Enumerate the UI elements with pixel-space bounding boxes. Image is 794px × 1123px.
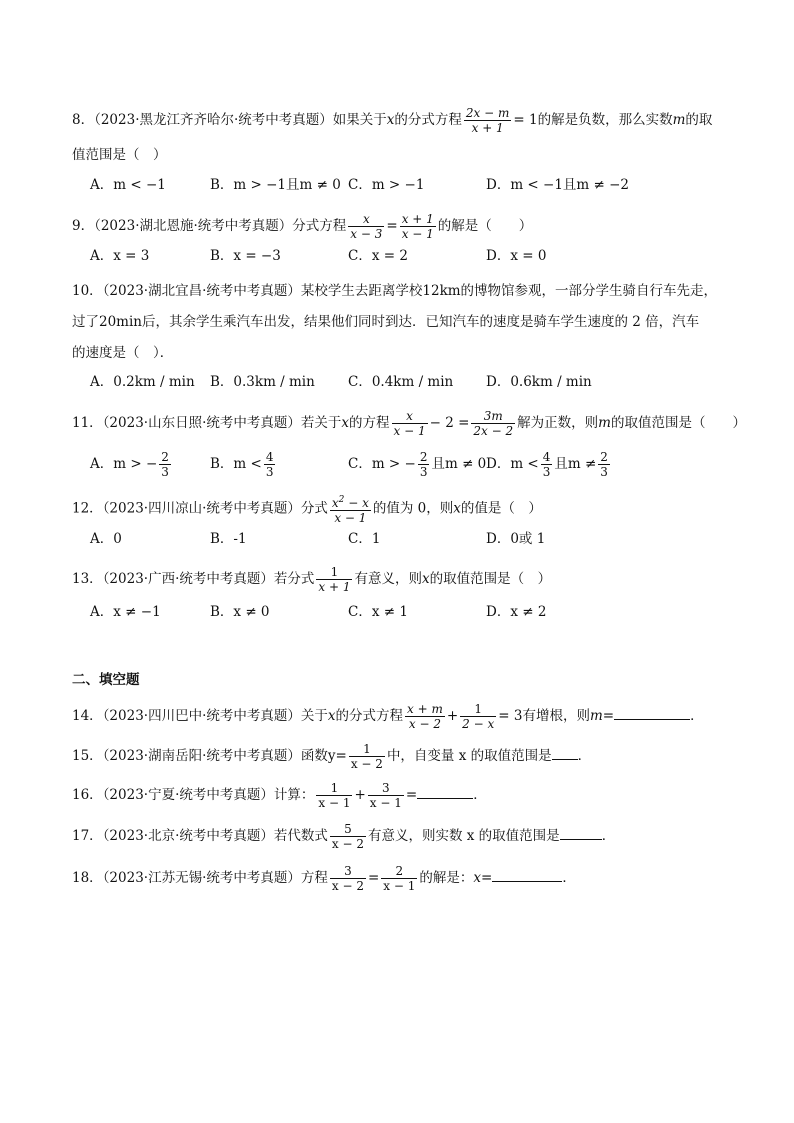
- option-c: C．0.4km / min: [348, 374, 454, 390]
- question-number: 15．: [72, 748, 103, 764]
- question-number: 18．: [72, 870, 103, 886]
- fraction-denominator: x − 2: [331, 837, 364, 851]
- option-text: C．m > −: [348, 456, 416, 472]
- question-text: 的取值范围是（ ）: [429, 571, 552, 587]
- fraction: [405, 702, 445, 731]
- question-text: 的分式方程: [335, 708, 404, 724]
- fraction: [349, 742, 385, 771]
- fraction-numerator: 5: [330, 822, 366, 837]
- fraction-denominator: x − 1: [318, 796, 351, 810]
- fraction-denominator: x − 1: [369, 796, 402, 810]
- question-source: （2023·四川巴中·统考中考真题）: [102, 708, 301, 724]
- question-text: =: [602, 708, 615, 724]
- question-text: =: [405, 787, 418, 803]
- fraction-numerator: 3: [368, 781, 404, 796]
- question-10-line-2: 过了20min后，其余学生乘汽车出发，结果他们同时到达．已知汽车的速度是骑车学生速度的 2 倍，汽车: [72, 314, 700, 330]
- question-text: 计算：: [273, 787, 315, 803]
- fraction: [400, 212, 436, 241]
- question-number: 10．: [72, 283, 103, 299]
- math-term: x: [331, 496, 339, 510]
- fraction-denominator: x + 1: [471, 121, 504, 135]
- question-text: 解为正数，则: [517, 415, 599, 431]
- answer-blank[interactable]: [614, 705, 690, 720]
- question-text: ．: [577, 748, 592, 764]
- fraction: [368, 781, 404, 810]
- variable: x: [327, 708, 336, 724]
- question-text: 若代数式: [273, 828, 328, 844]
- fraction-numerator: x + 1: [401, 212, 434, 226]
- fraction-denominator: x − 2: [408, 717, 441, 731]
- option-d: [486, 450, 612, 479]
- fraction-denominator: x − 1: [334, 511, 367, 525]
- question-text: 的取: [685, 112, 713, 128]
- question-source: （2023·四川凉山·统考中考真题）: [102, 500, 301, 517]
- question-source: （2023·广西·统考中考真题）: [102, 571, 274, 587]
- math-term: − x: [344, 496, 369, 510]
- option-text: 且m ≠: [554, 456, 597, 472]
- fraction: [598, 450, 610, 479]
- fraction: [316, 565, 352, 594]
- option-b: B．x = −3: [210, 248, 281, 264]
- option-text: B．m <: [210, 456, 262, 472]
- equals-sign: =: [367, 870, 380, 886]
- option-b: [210, 450, 277, 479]
- math-operator: +: [354, 787, 366, 803]
- fraction: [264, 450, 276, 479]
- question-number: 8．: [72, 112, 95, 128]
- question-number: 13．: [72, 571, 103, 587]
- fraction: [541, 450, 553, 479]
- question-source: （2023·湖北宜昌·统考中考真题）: [102, 283, 301, 299]
- fraction-denominator: 3: [600, 465, 608, 479]
- question-text: 的值是（ ）: [460, 500, 542, 517]
- question-17-line-1: [72, 822, 615, 851]
- question-source: （2023·山东日照·统考中考真题）: [102, 415, 301, 431]
- question-16-line-1: [72, 781, 487, 810]
- fraction-denominator: x − 2: [331, 879, 364, 893]
- question-10-line-1: [72, 281, 717, 301]
- question-text: 的值为 0，则: [372, 500, 454, 517]
- option-text: 且m ≠ 0: [431, 456, 487, 472]
- option-a: [90, 450, 173, 479]
- fraction-numerator: x: [392, 409, 428, 424]
- math-operator: +: [446, 708, 459, 724]
- fraction: [381, 864, 417, 893]
- fraction-numerator: 2: [381, 864, 417, 879]
- fraction: [460, 702, 496, 731]
- question-source: （2023·宁夏·统考中考真题）: [102, 787, 274, 803]
- question-9-line-1: [72, 212, 532, 241]
- fraction-numerator: x: [348, 212, 384, 227]
- question-18-line-1: [72, 864, 576, 893]
- fraction-numerator: 1: [316, 565, 352, 580]
- fraction-numerator: 4: [265, 450, 274, 464]
- option-text: D．m <: [486, 456, 539, 472]
- question-source: （2023·湖南岳阳·统考中考真题）: [102, 748, 301, 764]
- question-number: 16．: [72, 787, 103, 803]
- fraction-denominator: x + 1: [318, 580, 351, 594]
- equals-sign: =: [386, 218, 398, 234]
- question-13-line-1: [72, 565, 551, 594]
- fraction-denominator: x − 1: [383, 879, 416, 893]
- question-source: （2023·黑龙江齐齐哈尔·统考中考真题）: [94, 112, 333, 128]
- question-14-line-1: [72, 702, 704, 731]
- option-c: C．x ≠ 1: [348, 604, 408, 620]
- question-text: 有意义，则实数 x 的取值范围是: [367, 828, 560, 844]
- fraction-denominator: x − 1: [401, 227, 434, 241]
- option-d: D．m < −1且m ≠ −2: [486, 177, 630, 193]
- question-text: 关于: [300, 708, 328, 724]
- option-b: B．x ≠ 0: [210, 604, 270, 620]
- variable: x: [386, 112, 395, 128]
- exponent: 2: [338, 495, 345, 505]
- question-text: 的解是（ ）: [437, 218, 533, 234]
- question-text: 若分式: [273, 571, 315, 587]
- section-title: 二、填空题: [72, 672, 140, 688]
- question-text: 值范围是（ ）: [72, 147, 167, 163]
- variable: x: [421, 571, 430, 587]
- fraction-denominator: 3: [419, 465, 428, 479]
- fraction-numerator: 1: [460, 702, 496, 717]
- question-text: = 1的解是负数，那么实数: [513, 112, 673, 128]
- fraction-denominator: 2 − x: [462, 717, 495, 731]
- option-c: C．x = 2: [348, 248, 408, 264]
- question-text: 函数y=: [300, 748, 347, 764]
- fraction: [348, 212, 384, 241]
- question-8-line-1: [72, 106, 712, 135]
- fraction-numerator: 2: [161, 450, 169, 464]
- question-10-line-3: 的速度是（ ）．: [72, 345, 174, 361]
- option-b: B．-1: [210, 531, 247, 547]
- option-d: D．0.6km / min: [486, 374, 592, 390]
- question-text: ．: [562, 870, 576, 886]
- question-text: ．: [473, 787, 487, 803]
- question-text: 某校学生去距离学校12km的博物馆参观，一部分学生骑自行车先走，: [300, 283, 718, 299]
- variable: x: [453, 500, 461, 517]
- question-text: 有意义，则: [354, 571, 422, 587]
- question-text: = 3有增根，则: [498, 708, 590, 724]
- variable: m: [598, 415, 611, 431]
- fraction: [330, 822, 366, 851]
- option-d: D．0或 1: [486, 531, 546, 547]
- fraction-numerator: 2x − m: [465, 106, 510, 120]
- fraction: [471, 409, 515, 438]
- fraction: [464, 106, 511, 135]
- answer-blank[interactable]: [417, 784, 473, 799]
- question-source: （2023·北京·统考中考真题）: [102, 828, 274, 844]
- question-text: 如果关于: [332, 112, 387, 128]
- question-text: 分式: [300, 500, 328, 517]
- question-15-line-1: [72, 742, 591, 771]
- variable: m: [589, 708, 603, 724]
- question-text: 方程: [300, 870, 328, 886]
- question-source: （2023·江苏无锡·统考中考真题）: [102, 870, 301, 886]
- option-b: B．m > −1且m ≠ 0: [210, 177, 341, 193]
- option-a: A．m < −1: [90, 177, 166, 193]
- answer-blank[interactable]: [552, 745, 578, 760]
- question-number: 12．: [72, 500, 103, 517]
- option-a: A．x = 3: [90, 248, 150, 264]
- fraction: [392, 409, 428, 438]
- fraction: [159, 450, 171, 479]
- question-text: 的分式方程: [394, 112, 462, 128]
- fraction-numerator: 3m: [471, 409, 515, 424]
- fraction-denominator: 2x − 2: [473, 424, 514, 438]
- question-text: ．: [690, 708, 704, 724]
- question-text: ．: [601, 828, 616, 844]
- fraction-numerator: 1: [349, 742, 385, 757]
- question-text: =: [481, 870, 493, 886]
- option-a: A．0.2km / min: [90, 374, 195, 390]
- question-text: 的解是：: [419, 870, 474, 886]
- option-c: [348, 450, 486, 479]
- question-text: 中，自变量 x 的取值范围是: [386, 748, 552, 764]
- option-c: C．1: [348, 531, 381, 547]
- fraction: [330, 493, 371, 525]
- fraction: [316, 781, 352, 810]
- fraction-denominator: x − 2: [350, 757, 383, 771]
- fraction-denominator: x − 1: [393, 424, 426, 438]
- question-source: （2023·湖北恩施·统考中考真题）: [94, 218, 293, 234]
- option-b: B．0.3km / min: [210, 374, 315, 390]
- question-number: 17．: [72, 828, 103, 844]
- fraction-denominator: 3: [542, 465, 551, 479]
- question-text: 的取值范围是（ ）: [610, 415, 746, 431]
- variable: x: [341, 415, 350, 431]
- question-12-line-1: [72, 493, 542, 525]
- question-number: 9．: [72, 218, 95, 234]
- question-11-line-1: [72, 409, 746, 438]
- question-text: 的方程: [349, 415, 390, 431]
- question-text: 若关于: [300, 415, 342, 431]
- option-text: A．m > −: [90, 456, 158, 472]
- fraction-numerator: 3: [330, 864, 366, 879]
- fraction-numerator: [330, 493, 371, 511]
- question-number: 14．: [72, 708, 103, 724]
- answer-blank[interactable]: [560, 825, 602, 840]
- fraction-denominator: 3: [265, 465, 274, 479]
- option-a: A．x ≠ −1: [90, 604, 161, 620]
- fraction-numerator: 4: [542, 450, 551, 464]
- fraction: [330, 864, 366, 893]
- fraction-numerator: 2: [419, 450, 428, 464]
- fraction-numerator: 1: [316, 781, 352, 796]
- variable: m: [672, 112, 686, 128]
- fraction-denominator: x − 3: [350, 227, 383, 241]
- fraction-numerator: x + m: [407, 702, 443, 716]
- question-number: 11．: [72, 415, 103, 431]
- question-8-line-2: [72, 145, 167, 165]
- option-d: D．x ≠ 2: [486, 604, 547, 620]
- fraction-numerator: 2: [600, 450, 608, 464]
- question-text: 分式方程: [292, 218, 347, 234]
- option-c: C．m > −1: [348, 177, 425, 193]
- answer-blank[interactable]: [492, 867, 562, 882]
- option-d: D．x = 0: [486, 248, 547, 264]
- option-a: A．0: [90, 531, 122, 547]
- variable: x: [473, 870, 482, 886]
- fraction: [418, 450, 430, 479]
- math-operator: − 2 =: [429, 415, 470, 431]
- fraction-denominator: 3: [161, 465, 169, 479]
